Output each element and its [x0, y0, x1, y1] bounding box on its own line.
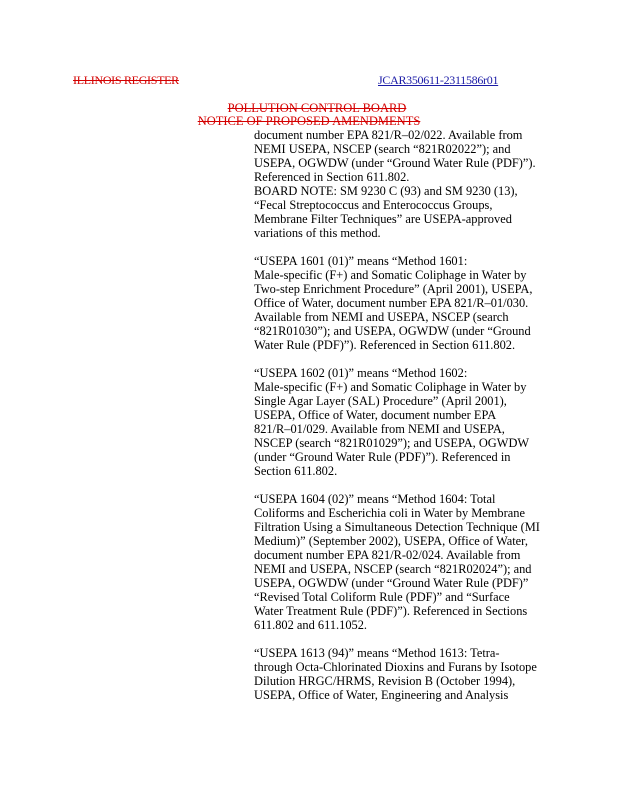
text-line: NSCEP (search “821R01029”); and USEPA, OGWDW: [254, 436, 530, 450]
paragraph-gap: [254, 352, 572, 366]
text-line: BOARD NOTE: SM 9230 C (93) and SM 9230 (13),: [254, 184, 518, 198]
text-line: Dilution HRGC/HRMS, Revision B (October 1994),: [254, 674, 516, 688]
text-line: USEPA, Office of Water, Engineering and Analysis: [254, 688, 509, 702]
definition-paragraph: [254, 646, 572, 702]
text-line: Referenced in Section 611.802.: [254, 170, 410, 184]
text-line: NEMI and USEPA, NSCEP (search “821R02024”); and: [254, 562, 532, 576]
text-line: USEPA, OGWDW (under “Ground Water Rule (PDF)”: [254, 576, 529, 590]
text-line: “USEPA 1604 (02)” means “Method 1604: Total: [254, 492, 496, 506]
board-heading: POLLUTION CONTROL BOARD: [227, 101, 407, 115]
text-line: Water Rule (PDF)”). Referenced in Section 611.802.: [254, 338, 516, 352]
text-line: Male-specific (F+) and Somatic Coliphage in Water by: [254, 268, 527, 282]
text-line: document number EPA 821/R-02/024. Available from: [254, 548, 521, 562]
text-line: through Octa-Chlorinated Dioxins and Furans by Isotope: [254, 660, 537, 674]
text-line: “USEPA 1602 (01)” means “Method 1602:: [254, 366, 468, 380]
document-body: [254, 128, 572, 702]
text-line: Coliforms and Escherichia coli in Water by Membrane: [254, 506, 525, 520]
text-line: Office of Water, document number EPA 821/R–01/030.: [254, 296, 529, 310]
text-line: Single Agar Layer (SAL) Procedure” (April 2001),: [254, 394, 507, 408]
text-line: Medium)” (September 2002), USEPA, Office of Water,: [254, 534, 528, 548]
text-line: NEMI USEPA, NSCEP (search “821R02022”); and: [254, 142, 511, 156]
text-line: 611.802 and 611.1052.: [254, 618, 367, 632]
paragraph-gap: [254, 240, 572, 254]
text-line: Filtration Using a Simultaneous Detection Technique (MI: [254, 520, 540, 534]
notice-heading: NOTICE OF PROPOSED AMENDMENTS: [197, 114, 421, 128]
text-line: variations of this method.: [254, 226, 381, 240]
text-line: Male-specific (F+) and Somatic Coliphage in Water by: [254, 380, 527, 394]
text-line: “USEPA 1613 (94)” means “Method 1613: Tetra-: [254, 646, 500, 660]
text-line: Two-step Enrichment Procedure” (April 2001), USEPA,: [254, 282, 533, 296]
definition-paragraph: [254, 128, 572, 240]
text-line: “USEPA 1601 (01)” means “Method 1601:: [254, 254, 468, 268]
text-line: document number EPA 821/R–02/022. Available from: [254, 128, 523, 142]
paragraph-gap: [254, 632, 572, 646]
definition-paragraph: [254, 492, 572, 632]
text-line: “821R01030”); and USEPA, OGWDW (under “Ground: [254, 324, 531, 338]
text-line: USEPA, OGWDW (under “Ground Water Rule (PDF)”).: [254, 156, 536, 170]
text-line: Water Treatment Rule (PDF)”). Referenced in Sections: [254, 604, 528, 618]
text-line: “Fecal Streptococcus and Enterococcus Groups,: [254, 198, 493, 212]
paragraph-gap: [254, 478, 572, 492]
text-line: Membrane Filter Techniques” are USEPA-approved: [254, 212, 512, 226]
jcar-code-header[interactable]: JCAR350611-2311586r01: [378, 73, 499, 87]
text-line: Section 611.802.: [254, 464, 338, 478]
text-line: (under “Ground Water Rule (PDF)”). Referenced in: [254, 450, 511, 464]
text-line: USEPA, Office of Water, document number EPA: [254, 408, 497, 422]
text-line: 821/R–01/029. Available from NEMI and USEPA,: [254, 422, 505, 436]
register-header: ILLINOIS REGISTER: [73, 73, 179, 87]
definition-paragraph: [254, 366, 572, 478]
text-line: Available from NEMI and USEPA, NSCEP (search: [254, 310, 509, 324]
definition-paragraph: [254, 254, 572, 352]
text-line: “Revised Total Coliform Rule (PDF)” and “Surface: [254, 590, 510, 604]
